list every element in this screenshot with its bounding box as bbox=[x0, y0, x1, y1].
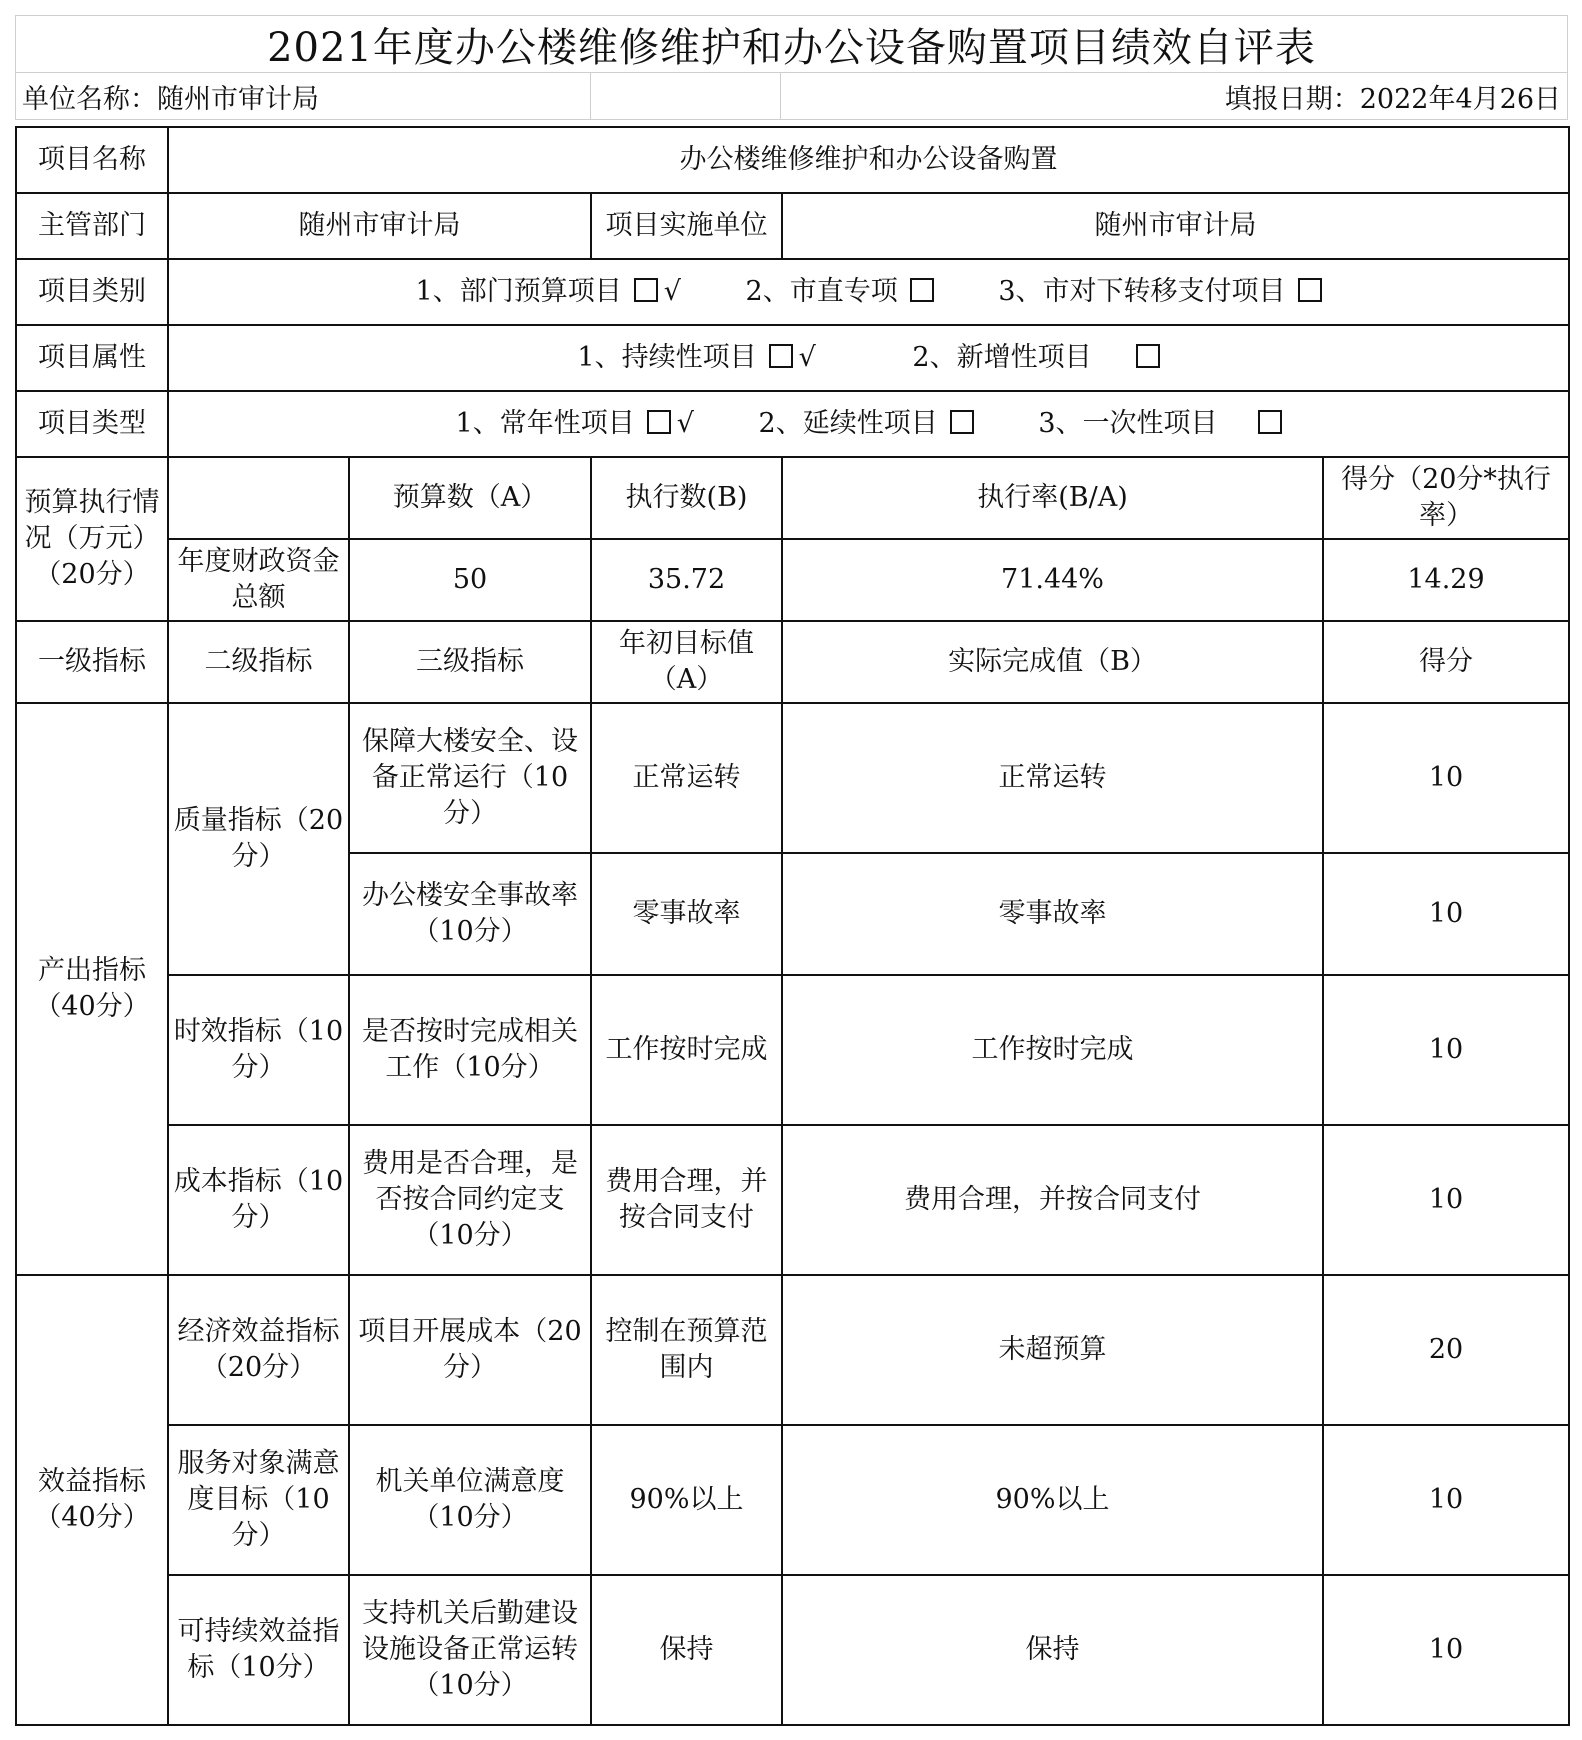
table-row bbox=[16, 1275, 1569, 1425]
budget-header-empty bbox=[168, 457, 349, 539]
row-attribute bbox=[16, 325, 1569, 391]
table-row bbox=[16, 1425, 1569, 1575]
e-target: 控制在预算范围内 bbox=[591, 1275, 782, 1425]
checkmark-icon: √ bbox=[798, 342, 816, 373]
checkbox-icon bbox=[1258, 410, 1282, 434]
checkbox-icon bbox=[647, 410, 671, 434]
table-row bbox=[16, 1125, 1569, 1275]
q2-actual: 零事故率 bbox=[782, 853, 1323, 975]
meta-spacer bbox=[591, 73, 781, 119]
header-actual: 实际完成值（B） bbox=[782, 621, 1323, 703]
su-score: 10 bbox=[1323, 1575, 1569, 1725]
type-option-2 bbox=[759, 406, 974, 442]
budget-row-label: 年度财政资金总额 bbox=[168, 539, 349, 621]
evaluation-table bbox=[15, 126, 1570, 1726]
impl-unit-label: 项目实施单位 bbox=[591, 193, 782, 259]
type-option-text: 3、一次性项目 bbox=[1038, 408, 1218, 439]
c-actual: 费用合理，并按合同支付 bbox=[782, 1125, 1323, 1275]
su-actual: 保持 bbox=[782, 1575, 1323, 1725]
checkbox-icon bbox=[1136, 344, 1160, 368]
category-options bbox=[168, 259, 1569, 325]
t-score: 10 bbox=[1323, 975, 1569, 1125]
quality-label: 质量指标（20分） bbox=[168, 703, 349, 975]
col-budget: 预算数（A） bbox=[349, 457, 591, 539]
category-option-text: 1、部门预算项目 bbox=[415, 276, 622, 307]
q2-target: 零事故率 bbox=[591, 853, 782, 975]
exec-value: 35.72 bbox=[591, 539, 782, 621]
sustain-label: 可持续效益指标（10分） bbox=[168, 1575, 349, 1725]
row-budget-values bbox=[16, 539, 1569, 621]
score-value: 14.29 bbox=[1323, 539, 1569, 621]
su-target: 保持 bbox=[591, 1575, 782, 1725]
t-target: 工作按时完成 bbox=[591, 975, 782, 1125]
econ-label: 经济效益指标（20分） bbox=[168, 1275, 349, 1425]
col-score: 得分（20分*执行率） bbox=[1323, 457, 1569, 539]
row-project-name bbox=[16, 127, 1569, 193]
s-score: 10 bbox=[1323, 1425, 1569, 1575]
e-actual: 未超预算 bbox=[782, 1275, 1323, 1425]
col-exec: 执行数(B) bbox=[591, 457, 782, 539]
c-name: 费用是否合理，是否按合同约定支（10分） bbox=[362, 1148, 578, 1251]
service-label: 服务对象满意度目标（10分） bbox=[168, 1425, 349, 1575]
checkbox-icon bbox=[1298, 278, 1322, 302]
checkbox-icon bbox=[910, 278, 934, 302]
attribute-option-1 bbox=[577, 340, 815, 376]
table-row bbox=[16, 703, 1569, 853]
c-name-cell bbox=[349, 1125, 591, 1275]
dept-label: 主管部门 bbox=[16, 193, 168, 259]
header-level1: 一级指标 bbox=[16, 621, 168, 703]
dept-value: 随州市审计局 bbox=[168, 193, 591, 259]
category-label: 项目类别 bbox=[16, 259, 168, 325]
checkbox-icon bbox=[634, 278, 658, 302]
e-score: 20 bbox=[1323, 1275, 1569, 1425]
rate-value: 71.44% bbox=[782, 539, 1323, 621]
type-option-3 bbox=[1038, 406, 1281, 442]
cost-label: 成本指标（10分） bbox=[168, 1125, 349, 1275]
form-meta-row bbox=[15, 72, 1568, 120]
category-option-text: 2、市直专项 bbox=[745, 276, 898, 307]
time-label: 时效指标（10分） bbox=[168, 975, 349, 1125]
header-target: 年初目标值（A） bbox=[591, 621, 782, 703]
checkbox-icon bbox=[950, 410, 974, 434]
type-options bbox=[168, 391, 1569, 457]
su-name: 支持机关后勤建设设施设备正常运转（10分） bbox=[349, 1575, 591, 1725]
q2-score: 10 bbox=[1323, 853, 1569, 975]
budget-label: 预算执行情况（万元）（20分） bbox=[16, 457, 168, 621]
unit-name: 单位名称：随州市审计局 bbox=[15, 73, 591, 119]
c-target: 费用合理，并按合同支付 bbox=[591, 1125, 782, 1275]
t-actual: 工作按时完成 bbox=[782, 975, 1323, 1125]
e-name: 项目开展成本（20分） bbox=[349, 1275, 591, 1425]
row-type bbox=[16, 391, 1569, 457]
attribute-options bbox=[168, 325, 1569, 391]
header-level2: 二级指标 bbox=[168, 621, 349, 703]
checkmark-icon: √ bbox=[676, 408, 694, 439]
table-row bbox=[16, 1575, 1569, 1725]
q1-actual: 正常运转 bbox=[782, 703, 1323, 853]
t-name: 是否按时完成相关工作（10分） bbox=[349, 975, 591, 1125]
row-department bbox=[16, 193, 1569, 259]
category-option-3 bbox=[998, 274, 1321, 310]
type-label: 项目类型 bbox=[16, 391, 168, 457]
attribute-option-2 bbox=[912, 340, 1159, 376]
output-label: 产出指标（40分） bbox=[16, 703, 168, 1275]
type-option-text: 2、延续性项目 bbox=[758, 408, 938, 439]
q1-target: 正常运转 bbox=[591, 703, 782, 853]
q2-name: 办公楼安全事故率（10分） bbox=[349, 853, 591, 975]
report-date: 填报日期：2022年4月26日 bbox=[781, 73, 1568, 119]
col-rate: 执行率(B/A) bbox=[782, 457, 1323, 539]
category-option-1 bbox=[416, 274, 681, 310]
s-name: 机关单位满意度（10分） bbox=[349, 1425, 591, 1575]
attribute-option-text: 1、持续性项目 bbox=[577, 342, 757, 373]
c-score: 10 bbox=[1323, 1125, 1569, 1275]
project-name-label: 项目名称 bbox=[16, 127, 168, 193]
row-indicator-header bbox=[16, 621, 1569, 703]
q1-name: 保障大楼安全、设备正常运行（10分） bbox=[349, 703, 591, 853]
category-option-text: 3、市对下转移支付项目 bbox=[998, 276, 1286, 307]
benefit-label: 效益指标（40分） bbox=[16, 1275, 168, 1725]
attribute-option-text: 2、新增性项目 bbox=[912, 342, 1092, 373]
s-target: 90%以上 bbox=[591, 1425, 782, 1575]
checkbox-icon bbox=[769, 344, 793, 368]
q1-score: 10 bbox=[1323, 703, 1569, 853]
evaluation-form bbox=[15, 15, 1568, 1726]
header-score: 得分 bbox=[1323, 621, 1569, 703]
project-name-value: 办公楼维修维护和办公设备购置 bbox=[168, 127, 1569, 193]
row-category bbox=[16, 259, 1569, 325]
type-option-1 bbox=[456, 406, 694, 442]
row-budget-header bbox=[16, 457, 1569, 539]
s-actual: 90%以上 bbox=[782, 1425, 1323, 1575]
checkmark-icon: √ bbox=[663, 276, 681, 307]
impl-unit-value: 随州市审计局 bbox=[782, 193, 1569, 259]
form-title: 2021年度办公楼维修维护和办公设备购置项目绩效自评表 bbox=[15, 15, 1568, 72]
table-row bbox=[16, 975, 1569, 1125]
budget-value: 50 bbox=[349, 539, 591, 621]
category-option-2 bbox=[746, 274, 934, 310]
type-option-text: 1、常年性项目 bbox=[455, 408, 635, 439]
header-level3: 三级指标 bbox=[349, 621, 591, 703]
attribute-label: 项目属性 bbox=[16, 325, 168, 391]
